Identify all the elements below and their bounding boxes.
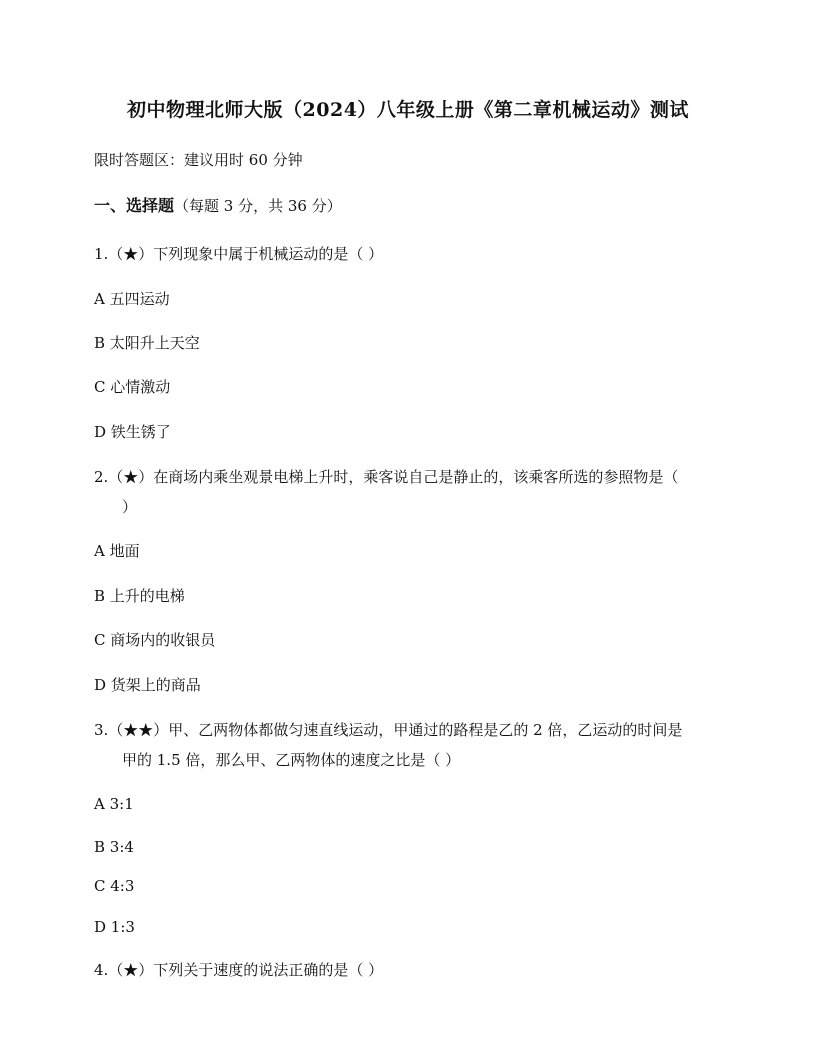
question-2-stem-line2: ）	[122, 498, 138, 516]
question-3-stem-line2: 甲的 1.5 倍，那么甲、乙两物体的速度之比是（ ）	[122, 751, 461, 769]
time-limit-text: 限时答题区：建议用时 60 分钟	[94, 151, 303, 169]
section-heading	[94, 196, 342, 216]
section-note: （每题 3 分，共 36 分）	[174, 197, 342, 215]
question-1-option-b: B 太阳升上天空	[94, 334, 200, 352]
question-2-option-b: B 上升的电梯	[94, 587, 185, 605]
question-2-stem-line1: 2.（★）在商场内乘坐观景电梯上升时，乘客说自己是静止的，该乘客所选的参照物是（	[94, 468, 679, 486]
question-3-option-a: A 3:1	[94, 795, 134, 813]
question-1-option-d: D 铁生锈了	[94, 423, 171, 441]
question-4-stem: 4.（★）下列关于速度的说法正确的是（ ）	[94, 961, 384, 979]
section-title: 一、选择题	[94, 196, 175, 215]
question-3-option-b: B 3:4	[94, 838, 134, 856]
question-3-option-c: C 4:3	[94, 877, 135, 895]
question-2-option-a: A 地面	[94, 542, 140, 560]
question-3-stem-line1: 3.（★★）甲、乙两物体都做匀速直线运动，甲通过的路程是乙的 2 倍，乙运动的时间是	[94, 721, 683, 739]
question-1-stem: 1.（★）下列现象中属于机械运动的是（ ）	[94, 245, 384, 263]
document-title: 初中物理北师大版（2024）八年级上册《第二章机械运动》测试	[127, 99, 689, 121]
question-3-option-d: D 1:3	[94, 918, 135, 936]
question-1-option-a: A 五四运动	[94, 290, 170, 308]
question-1-option-c: C 心情激动	[94, 378, 171, 396]
question-2-option-d: D 货架上的商品	[94, 676, 201, 694]
question-2-option-c: C 商场内的收银员	[94, 631, 216, 649]
